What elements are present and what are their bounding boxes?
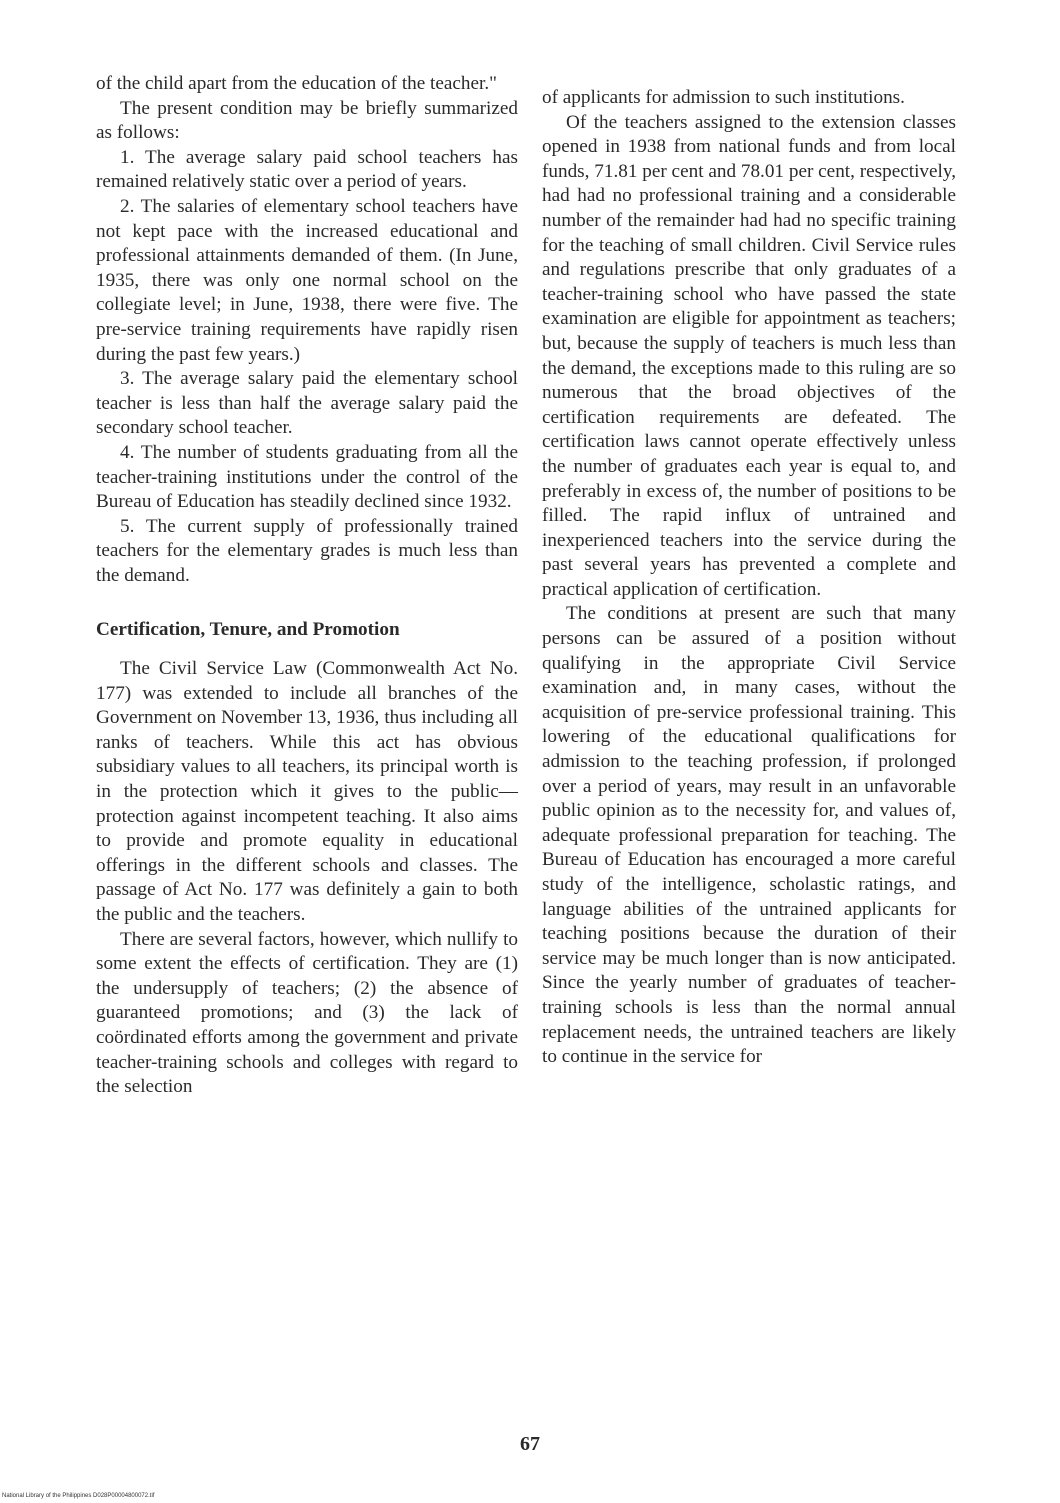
paragraph: of applicants for admission to such institutions. [542,87,905,108]
right-column [542,86,956,1070]
paragraph: The present condition may be briefly summarized as follows: [96,97,518,144]
section-heading: Certification, Tenure, and Promotion [96,619,400,641]
paragraph: Of the teachers assigned to the extension classes opened in 1938 from national funds and from local funds, 71.81 per cent and 78.01 per cent, respectively, had had no professional training and a considerable number of the remainder had had no specific training for the teaching of small children. Civil Service rules and regulations prescribe that only graduates of a teacher-training school who have passed the state examination are eligible for appointment as teachers; but, because the supply of teachers is much less than the demand, the exceptions made to this ruling are so numerous that the broad objectives of the certification requirements are defeated. The certification laws cannot operate effectively unless the number of graduates each year is equal to, and preferably in excess of, the number of positions to be filled. The rapid influx of untrained and inexperienced teachers into the service during the past several years has prevented a complete and practical application of certification. [542,111,956,600]
list-item: 4. The number of students graduating from all the teacher-training institutions under the control of the Bureau of Education has steadily declined since 1932. [96,441,518,513]
paragraph: The conditions at present are such that many persons can be assured of a position without qualifying in the appropriate Civil Service examination and, in many cases, without the acquisition of pre-service professional training. This lowering of the educational qualifications for admission to the teaching profession, if prolonged over a period of years, may result in an unfavorable public opinion as to the necessity for, and values of, adequate professional preparation for teaching. The Bureau of Education has encouraged a more careful study of the intelligence, scholastic ratings, and language abilities of the untrained applicants for teaching positions because the duration of their service may be much longer than is now anticipated. Since the yearly number of graduates of teacher-training schools is less than the normal annual replacement needs, the untrained teachers are likely to continue in the service for [542,603,956,1068]
list-item: 5. The current supply of professionally trained teachers for the elementary grades is much less than the demand. [96,515,518,586]
page-number: 67 [520,1433,540,1455]
list-item: 2. The salaries of elementary school teachers have not kept pace with the increased educational and professional attainments demanded of them. (In June, 1935, there was only one normal school on the collegiate level; in June, 1938, there were five. The pre-service training requirements have rapidly risen during the past few years.) [96,195,518,365]
left-column [96,72,518,1100]
list-item: 1. The average salary paid school teachers has remained relatively static over a period of years. [96,146,518,193]
list-item: 3. The average salary paid the elementary school teacher is less than half the average salary paid the secondary school teacher. [96,368,518,439]
paragraph: The Civil Service Law (Commonwealth Act No. 177) was extended to include all branches of the Government on November 13, 1936, thus including all ranks of teachers. While this act has obvious subsidiary values to all teachers, its principal worth is in the protection which it gives to the public—protection against incompetent teaching. It also aims to provide and promote equality in educational offerings in the different schools and classes. The passage of Act No. 177 was definitely a gain to both the public and the teachers. [96,658,518,925]
scan-footer-note: National Library of the Philippines D028P00004800072.tif [2,1493,155,1499]
paragraph: There are several factors, however, which nullify to some extent the effects of certification. They are (1) the undersupply of teachers; (2) the absence of guaranteed promotions; and (3) the lack of coördinated efforts among the government and private teacher-training schools and colleges with regard to the selection [96,928,518,1098]
paragraph: of the child apart from the education of the teacher." [96,73,498,94]
